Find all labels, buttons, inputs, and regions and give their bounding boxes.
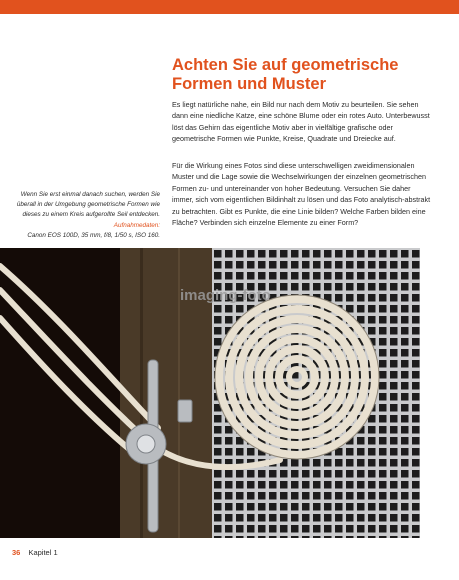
header-accent-bar <box>0 0 459 14</box>
photo-watermark: imaging-foto <box>180 287 271 304</box>
caption-text: Wenn Sie erst einmal danach suchen, werden Sie überall in der Umgebung geometrische Formen wie dieses zu einem Kreis aufgerollte Seil entdecken. <box>16 191 160 219</box>
rope-coil-photo <box>0 248 420 538</box>
page-footer <box>12 548 58 558</box>
caption-meta-value: Canon EOS 100D, 35 mm, f/8, 1/50 s, ISO 160. <box>27 231 160 239</box>
body-paragraph-1: Es liegt natürliche nahe, ein Bild nur nach dem Motiv zu beurteilen. Sie sehen dann eine niedliche Katze, eine schöne Blume oder ein rotes Auto. Unterbewusst löst das Gehirn das eigentliche Motiv aber in vielfältige grafische oder geometrische Formen wie Punkte, Kreise, Quadrate und Dreiecke auf. <box>172 100 430 144</box>
rope-photo-illustration <box>0 248 420 538</box>
caption-meta-label: Aufnahmedaten: <box>113 221 160 229</box>
article-title: Achten Sie auf geometrische Formen und Muster <box>172 56 399 93</box>
body-paragraph-2: Für die Wirkung eines Fotos sind diese unterschwelligen zweidimensionalen Muster und die Lage sowie die Wechselwirkungen der einzelnen geometrischen Formen zu- und untereinander von hoher Bedeutung. Versuchen Sie daher immer, sich vom eigentlichen Bildinhalt zu lösen und das Foto analytisch-abstrakt zu betrachten. Gibt es Punkte, die eine Linie bilden? Welche Farben bilden eine Fläche? Verbinden sich einzelne Elemente zu einer Form? <box>172 161 431 228</box>
wood-grain <box>140 248 143 538</box>
chapter-label: Kapitel 1 <box>28 548 58 557</box>
photo-caption <box>10 190 160 241</box>
page-number: 36 <box>12 548 21 557</box>
